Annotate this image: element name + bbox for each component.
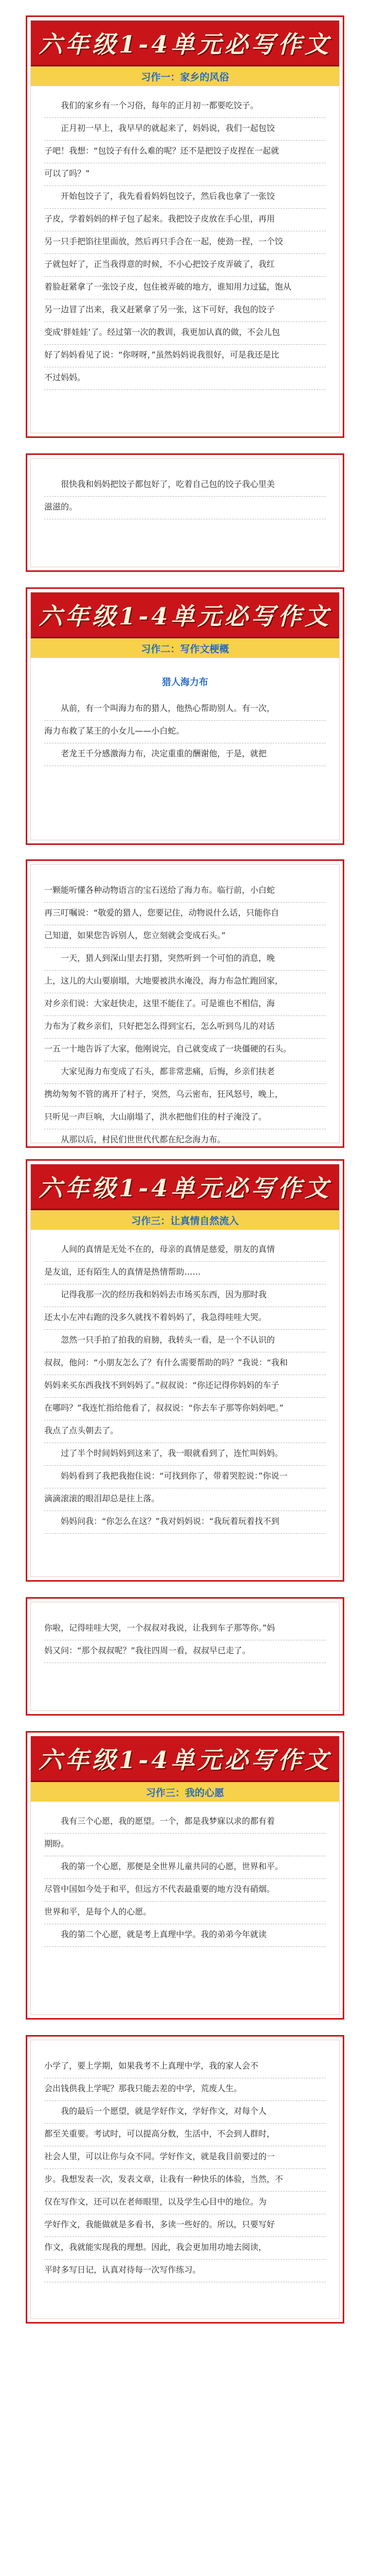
essay-card-inner — [30, 1164, 340, 1577]
banner-title: 六年级1-4单元必写作文 — [38, 30, 332, 58]
text-line: 再三叮嘱说：“敬爱的猎人，您要记住，动物说什么话，只能你自 — [44, 903, 326, 925]
text-line: 忽然一只手拍了拍我的肩膀，我转头一看，是一个不认识的 — [44, 1330, 326, 1352]
essay-card — [26, 2035, 344, 2324]
text-line: 只听见一声巨响，大山崩塌了，洪水把他们住的村子淹没了。 — [44, 1107, 326, 1129]
text-line: 正月初一早上，我早早的就起来了，妈妈说，我们一起包饺 — [44, 118, 326, 141]
text-line: 你啦，记得哇哇大哭，一个叔叔对我说，让我到车子那等你。”妈 — [44, 1618, 326, 1640]
text-line: 大家见海力布变成了石头，都非常悲痛，后悔，乡亲们扶老 — [44, 1061, 326, 1084]
essay-text — [31, 459, 339, 519]
text-line: 妈妈问我：“你怎么在这？”我对妈妈说：“我玩着玩着找不到 — [44, 1511, 326, 1534]
text-line: 可以了吗？” — [44, 163, 326, 186]
text-line: 着脸赶紧拿了一张饺子皮，包住被弄破的地方，谁知用力过猛，饱从 — [44, 277, 326, 299]
essay-card — [26, 859, 344, 1148]
essay-card — [26, 15, 344, 438]
banner — [31, 1736, 339, 1782]
essay-card — [26, 1597, 344, 1716]
essay-text — [31, 1602, 339, 1663]
section-title-bar — [31, 1210, 339, 1230]
essay-text — [31, 658, 339, 766]
text-line: 小学了，要上学期，如果我考不上真理中学，我的家人会不 — [44, 2056, 326, 2078]
text-line: 过了半个时间妈妈到这来了，我一眼就看到了，连忙叫妈妈。 — [44, 1443, 326, 1466]
essay-text — [31, 86, 339, 390]
section-title: 习作三：让真情自然流入 — [131, 1215, 239, 1227]
text-line: 上，这儿的大山要崩塌，大地要被洪水淹没，海力布急忙跑回家， — [44, 971, 326, 993]
essay-card — [26, 453, 344, 572]
text-line: 在哪吗？”我连忙指给他看了，叔叔说：“你去车子那等你妈妈吧。” — [44, 1398, 326, 1420]
text-line: 尽管中国如今处于和平，但远方不代表最重要的地方没有硝烟。 — [44, 1879, 326, 1902]
banner-title: 六年级1-4单元必写作文 — [38, 1174, 332, 1202]
text-line: 期盼。 — [44, 1834, 326, 1856]
text-line: 海力布救了某王的小女儿——小白蛇。 — [44, 721, 326, 743]
essay-text — [31, 2040, 339, 2282]
text-line: 好了妈妈看见了说：“你呀呀，”虽然妈妈说我很好，可是我还是比 — [44, 345, 326, 367]
text-line: 社会人里，可以让你与众不同。学好作文，就是我目前要过的一 — [44, 2146, 326, 2169]
text-line: 会出钱供我上学呢？那我只能去差的中学，荒废人生。 — [44, 2078, 326, 2101]
text-line: 仅在写作文，还可以在老师眼里，以及学生心目中的地位。为 — [44, 2192, 326, 2214]
essay-card — [26, 1731, 344, 2020]
story-title: 猎人海力布 — [162, 677, 208, 688]
text-line: 我的最后一个愿望，就是学好作文，学好作文，对每个人 — [44, 2101, 326, 2124]
text-line: 一五一十地告诉了大家，他刚说完，自己就变成了一块僵硬的石头。 — [44, 1039, 326, 1061]
text-line: 学好作文，我能做就是多看书，多读一些好的。所以，只要写好 — [44, 2214, 326, 2237]
essay-text — [31, 1230, 339, 1534]
text-line: 作文，我就能实现我的理想。因此，我会更加用功地去阅读， — [44, 2237, 326, 2260]
text-line: 世界和平，是每个人的心愿。 — [44, 1902, 326, 1924]
text-line: 开始包饺子了，我先看看妈妈包饺子，然后我也拿了一张饺 — [44, 186, 326, 209]
text-line: 步。我想发表一次，发表文章，让我有一种快乐的体验，当然，不 — [44, 2169, 326, 2192]
banner — [31, 21, 339, 66]
text-line: 还太小左冲右跑的没多久就找不着妈妈了，我急得哇哇大哭。 — [44, 1307, 326, 1330]
text-line: 对乡亲们说：大家赶快走，这里不能住了。可是谁也不相信，海 — [44, 993, 326, 1016]
text-line: 妈又问：“那个叔叔呢？”我往四周一看，叔叔早已走了。 — [44, 1640, 326, 1663]
text-line: 是友谊，还有陌生人的真情是热情帮助…… — [44, 1262, 326, 1284]
essay-card-inner — [30, 864, 340, 1143]
essay-card-inner — [30, 20, 340, 433]
text-line: 从那以后，村民们世世代代都在纪念海力布。 — [44, 1129, 326, 1148]
text-line: 叔叔，他问：“小朋友怎么了？有什么需要帮助的吗？”我说：“我和 — [44, 1352, 326, 1375]
text-line: 子就包好了，正当我得意的时候，不小心把饺子皮弄破了，我红 — [44, 254, 326, 277]
text-line: 子吧！我想：“包饺子有什么难的呢？还不是把饺子皮捏在一起就 — [44, 141, 326, 163]
section-title-bar — [31, 638, 339, 658]
text-line: 滋滋的。 — [44, 497, 326, 519]
section-title: 习作二：写作文梗概 — [140, 643, 229, 655]
text-line: 平时多写日记，认真对待每一次写作练习。 — [44, 2260, 326, 2282]
essay-card-inner — [30, 1736, 340, 2015]
essay-text — [31, 865, 339, 1148]
text-line: 记得我那一次的经历我和妈妈去市场买东西，因为那时我 — [44, 1284, 326, 1307]
text-line: 另一只手把馅往里面放，然后再只手合在一起，使劲一捏，一个饺 — [44, 231, 326, 254]
text-line: 力布为了救乡亲们，只好把怎么得到宝石，怎么听到鸟儿的对话 — [44, 1016, 326, 1039]
text-line: 妈妈来买东西我找不到妈妈了。”叔叔说：“你还记得你妈妈的车子 — [44, 1375, 326, 1398]
text-line: 我们的家乡有一个习俗，每年的正月初一都要吃饺子。 — [44, 95, 326, 118]
text-line: 己知道，如果您告诉别人，您立刻就会变成石头。” — [44, 925, 326, 948]
section-title: 习作一：家乡的风俗 — [140, 71, 229, 83]
essay-card-inner — [30, 592, 340, 840]
text-line: 妈妈看到了我把我抱住说：“可找到你了，带着哭腔说：”你说一 — [44, 1466, 326, 1488]
section-title-bar — [31, 1782, 339, 1802]
text-line: 很快我和妈妈把饺子都包好了，吃着自己包的饺子我心里美 — [44, 474, 326, 497]
text-line: 老龙王千分感激海力布，决定重重的酬谢他，于是，就把 — [44, 743, 326, 766]
text-line: 我的第二个心愿，就是考上真理中学。我的弟弟今年就读 — [44, 1924, 326, 1947]
text-line: 我的第一个心愿，那便是全世界儿童共同的心愿，世界和平。 — [44, 1856, 326, 1879]
essay-card-inner — [30, 458, 340, 567]
text-line: 一天，猎人到深山里去打猎，突然听到一个可怕的消息，晚 — [44, 948, 326, 971]
essay-card-inner — [30, 1602, 340, 1711]
text-line: 变成‘胖娃娃’了。经过第一次的教训，我更加认真的做，不会儿包 — [44, 322, 326, 345]
text-line: 另一边冒了出来，我又赶紧拿了另一张，这下可好，我包的饺子 — [44, 299, 326, 322]
banner — [31, 1164, 339, 1210]
text-line: 都至关重要。考试时，可以提高分数，生活中，不会到人群时， — [44, 2124, 326, 2146]
banner-title: 六年级1-4单元必写作文 — [38, 602, 332, 630]
text-line: 我有三个心愿，我的愿望。一个，都是我梦寐以求的都有着 — [44, 1811, 326, 1834]
banner-title: 六年级1-4单元必写作文 — [38, 1746, 332, 1774]
text-line: 我点了点头朝去了。 — [44, 1420, 326, 1443]
text-line: 携幼匆匆不管的离开了村子，突然，乌云密布，狂风怒号，晚上， — [44, 1084, 326, 1107]
text-line: 子皮，学着妈妈的样子包了起来。我把饺子皮放在手心里，再用 — [44, 209, 326, 231]
text-line: 一颗能听懂各种动物语言的宝石送给了海力布。临行前，小白蛇 — [44, 880, 326, 903]
text-line: 滴滴滚滚的眼泪却总是往上落。 — [44, 1488, 326, 1511]
text-line: 不过妈妈。 — [44, 367, 326, 390]
essay-card — [26, 587, 344, 845]
essay-card-inner — [30, 2040, 340, 2319]
text-line: 人间的真情是无处不在的，母亲的真情是慈爱，朋友的真情 — [44, 1239, 326, 1262]
banner — [31, 592, 339, 638]
text-line: 从前，有一个叫海力布的猎人，他热心帮助别人。有一次， — [44, 698, 326, 721]
section-title-bar — [31, 66, 339, 86]
section-title: 习作三：我的心愿 — [146, 1787, 224, 1799]
essay-card — [26, 1159, 344, 1582]
essay-text — [31, 1802, 339, 1947]
